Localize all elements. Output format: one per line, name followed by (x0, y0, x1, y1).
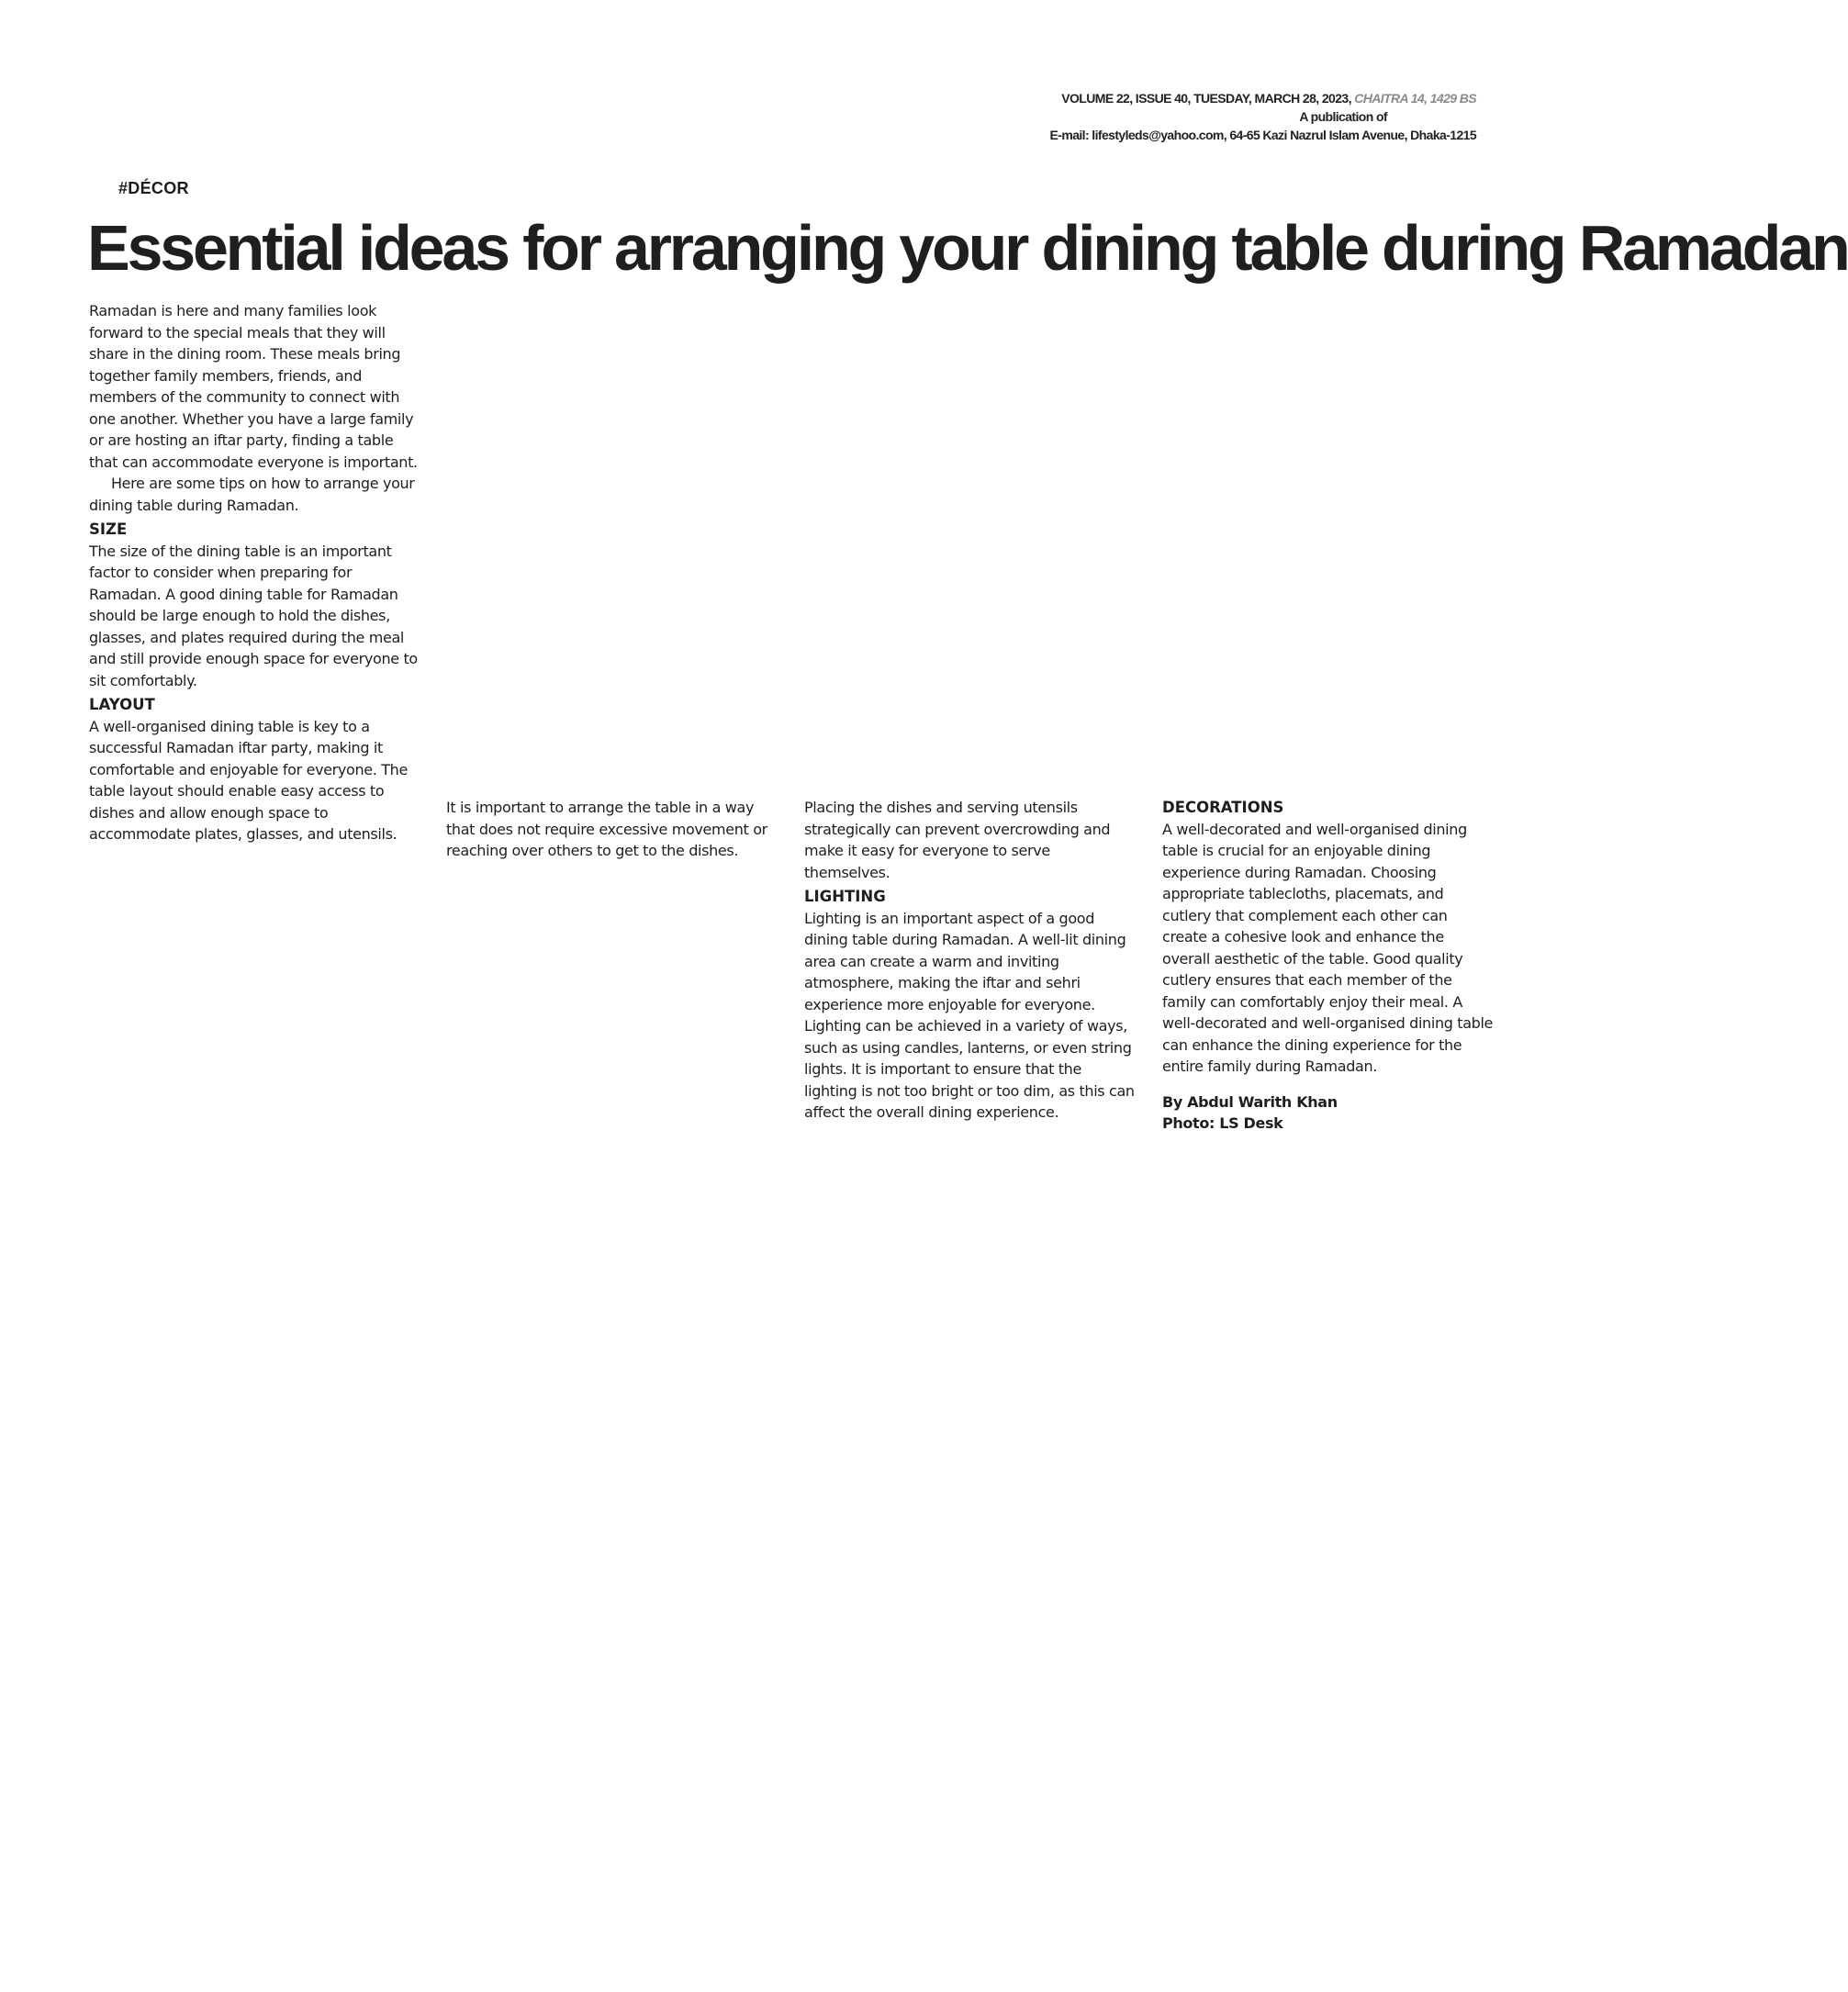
photo-placeholder (446, 300, 1488, 778)
author-byline: By Abdul Warith Khan (1162, 1092, 1338, 1111)
size-heading: SIZE (89, 520, 128, 538)
article-column-1 (89, 300, 421, 845)
decorations-heading: DECORATIONS (1162, 799, 1284, 816)
lighting-paragraph: Lighting is an important aspect of a good dining table during Ramadan. A well-lit dining area can create a warm and inviting atmosphere, making the iftar and sehri experience more enjoyable for everyone. Lighting can be achieved in a variety of ways, such as using candles, lanterns, or even string lights. It is important to ensure that the lighting is not too bright or too dim, as this can affect the overall dining experience. (804, 909, 1135, 1121)
article-column-2 (446, 797, 778, 862)
bengali-date: CHAITRA 14, 1429 BS (1354, 91, 1476, 106)
decorations-paragraph: A well-decorated and well-organised dining table is crucial for an enjoyable dining experience during Ramadan. Choosing appropriate tablecloths, placemats, and cutlery that complement each other can create a cohesive look and enhance the overall aesthetic of the table. Good quality cutlery ensures that each member of the family can comfortably enjoy their meal. A well-decorated and well-organised dining table can enhance the dining experience for the entire family during Ramadan. (1162, 820, 1494, 1075)
layout-continued-paragraph: It is important to arrange the table in a way that does not require excessive movement or reaching over others to get to the dishes. (446, 799, 767, 859)
size-paragraph: The size of the dining table is an important factor to consider when preparing for Ramadan. A good dining table for Ramadan should be large enough to hold the dishes, glasses, and plates required during the meal and still provide enough space for everyone to sit comfortably. (89, 542, 418, 689)
masthead (834, 89, 1476, 144)
layout-heading: LAYOUT (89, 696, 155, 713)
issue-info: VOLUME 22, ISSUE 40, TUESDAY, MARCH 28, 2023, (1061, 91, 1355, 106)
intro-paragraph: Ramadan is here and many families look forward to the special meals that they will share in the dining room. These meals bring together family members, friends, and members of the community to connect with one another. Whether you have a large family or are hosting an iftar party, finding a table that can accommodate everyone is important. (89, 302, 418, 471)
article-headline: Essential ideas for arranging your dining table during Ramadan (87, 212, 1848, 284)
contact-address: E-mail: lifestyleds@yahoo.com, 64-65 Kazi Nazrul Islam Avenue, Dhaka-1215 (1049, 128, 1476, 142)
photo-credit: Photo: LS Desk (1162, 1114, 1283, 1132)
placing-paragraph: Placing the dishes and serving utensils strategically can prevent overcrowding and make it easy for everyone to serve themselves. (804, 799, 1111, 881)
intro-tips-paragraph: Here are some tips on how to arrange your dining table during Ramadan. (89, 475, 415, 514)
publication-line: A publication of (1299, 109, 1387, 124)
layout-paragraph: A well-organised dining table is key to a successful Ramadan iftar party, making it comfortable and enjoyable for everyone. The table layout should enable easy access to dishes and allow enough space to accommodate plates, glasses, and utensils. (89, 717, 408, 843)
lighting-heading: LIGHTING (804, 888, 886, 905)
article-column-3 (804, 797, 1137, 1124)
issue-line (834, 89, 1476, 107)
section-tag: #DÉCOR (118, 179, 189, 197)
article-column-4 (1162, 797, 1495, 1135)
